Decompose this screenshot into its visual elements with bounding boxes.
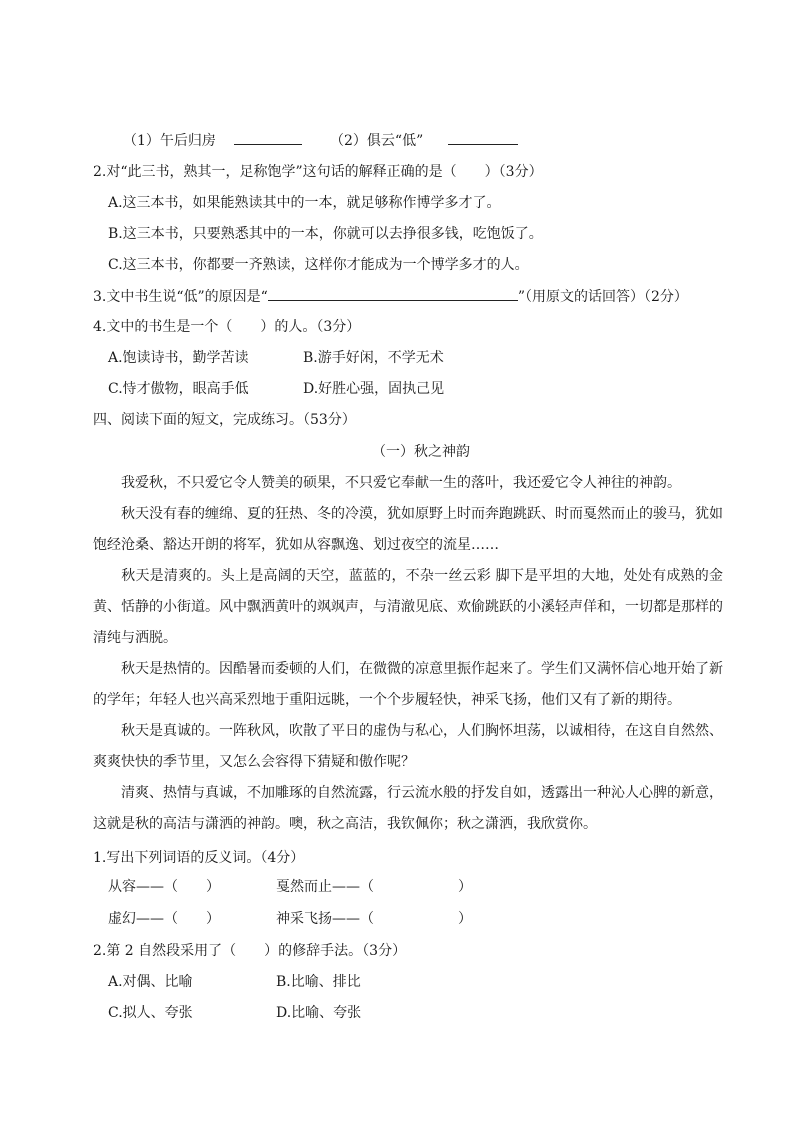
q2-option-a: A.这三本书，如果能熟读其中的一本，就足够称作博学多才了。 <box>108 195 501 211</box>
antonym-item-3: 虚幻——（ ） <box>108 911 220 927</box>
ex2-option-d: D.比喻、夸张 <box>276 1005 362 1021</box>
antonym-item-1: 从容——（ ） <box>108 879 220 895</box>
passage-paragraph-6: 清爽、热情与真诚，不加雕琢的自然流露，行云流水般的抒发自如，透露出一种沁人心脾的新意，这就是秋的高洁与潇洒的神韵。噢，秋之高洁，我钦佩你；秋之潇洒，我欣赏你。 <box>93 785 723 832</box>
ex2-option-b: B.比喻、排比 <box>276 974 361 990</box>
antonym-item-2: 戛然而止——（ ） <box>276 879 472 895</box>
q4-option-d: D.好胜心强，固执己见 <box>303 381 445 397</box>
sub-question-2: （2）俱云“低” <box>330 130 518 150</box>
sub-question-1: （1）午后归房 <box>123 130 302 150</box>
q4-option-a: A.饱读诗书，勤学苦读 <box>108 350 249 366</box>
question-4-stem: 4.文中的书生是一个（ ）的人。（3分） <box>93 319 361 335</box>
exercise-1-stem: 1.写出下列词语的反义词。（4分） <box>93 850 305 866</box>
passage-title: （一）秋之神韵 <box>372 444 470 460</box>
passage-paragraph-1: 我爱秋，不只爱它令人赞美的硕果，不只爱它奉献一生的落叶，我还爱它令人神往的神韵。 <box>121 475 681 491</box>
ex2-option-c: C.拟人、夸张 <box>108 1005 193 1021</box>
answer-blank-1[interactable] <box>234 130 302 145</box>
question-3: 3.文中书生说“低”的原因是“ ”（用原文的话回答）（2分） <box>93 286 688 306</box>
passage-paragraph-5: 秋天是真诚的。一阵秋风，吹散了平日的虚伪与私心，人们胸怀坦荡，以诚相待，在这自自然然、爽爽快快的季节里，又怎么会容得下猜疑和傲作呢？ <box>93 723 723 770</box>
q2-option-b: B.这三本书，只要熟悉其中的一本，你就可以去挣很多钱，吃饱饭了。 <box>108 226 543 242</box>
question-2-stem: 2.对“此三书，熟其一，足称饱学”这句话的解释正确的是（ ）（3分） <box>93 164 543 180</box>
answer-blank-2[interactable] <box>448 130 518 145</box>
q4-option-c: C.恃才傲物，眼高手低 <box>108 381 249 397</box>
passage-paragraph-3: 秋天是清爽的。头上是高阔的天空，蓝蓝的，不杂一丝云彩 脚下是平坦的大地，处处有成熟的金黄、恬静的小街道。风中飘洒黄叶的飒飒声，与清澈见底、欢偷跳跃的小溪轻声佯和，一切都是那样的清纯与洒脱。 <box>93 568 723 646</box>
passage-paragraph-4: 秋天是热情的。因酷暑而委顿的人们，在微微的凉意里振作起来了。学生们又满怀信心地开始了新的学年；年轻人也兴高采烈地于重阳远眺，一个个步履轻快，神采飞扬，他们又有了新的期待。 <box>93 661 723 708</box>
q4-option-b: B.游手好闲，不学无术 <box>303 350 444 366</box>
ex2-option-a: A.对偶、比喻 <box>108 974 193 990</box>
answer-blank-3[interactable] <box>268 286 518 301</box>
q2-option-c: C.这三本书，你都要一齐熟读，这样你才能成为一个博学多才的人。 <box>108 257 529 273</box>
exercise-2-stem: 2.第 2 自然段采用了（ ）的修辞手法。（3分） <box>93 943 407 959</box>
passage-paragraph-2: 秋天没有春的缠绵、夏的狂热、冬的冷漠，犹如原野上时而奔跑跳跃、时而戛然而止的骏马，犹如饱经沧桑、豁达开朗的将军，犹如从容飘逸、划过夜空的流星…… <box>93 506 723 553</box>
section-4-heading: 四、阅读下面的短文，完成练习。（53分） <box>93 412 356 428</box>
antonym-item-4: 神采飞扬——（ ） <box>276 911 472 927</box>
